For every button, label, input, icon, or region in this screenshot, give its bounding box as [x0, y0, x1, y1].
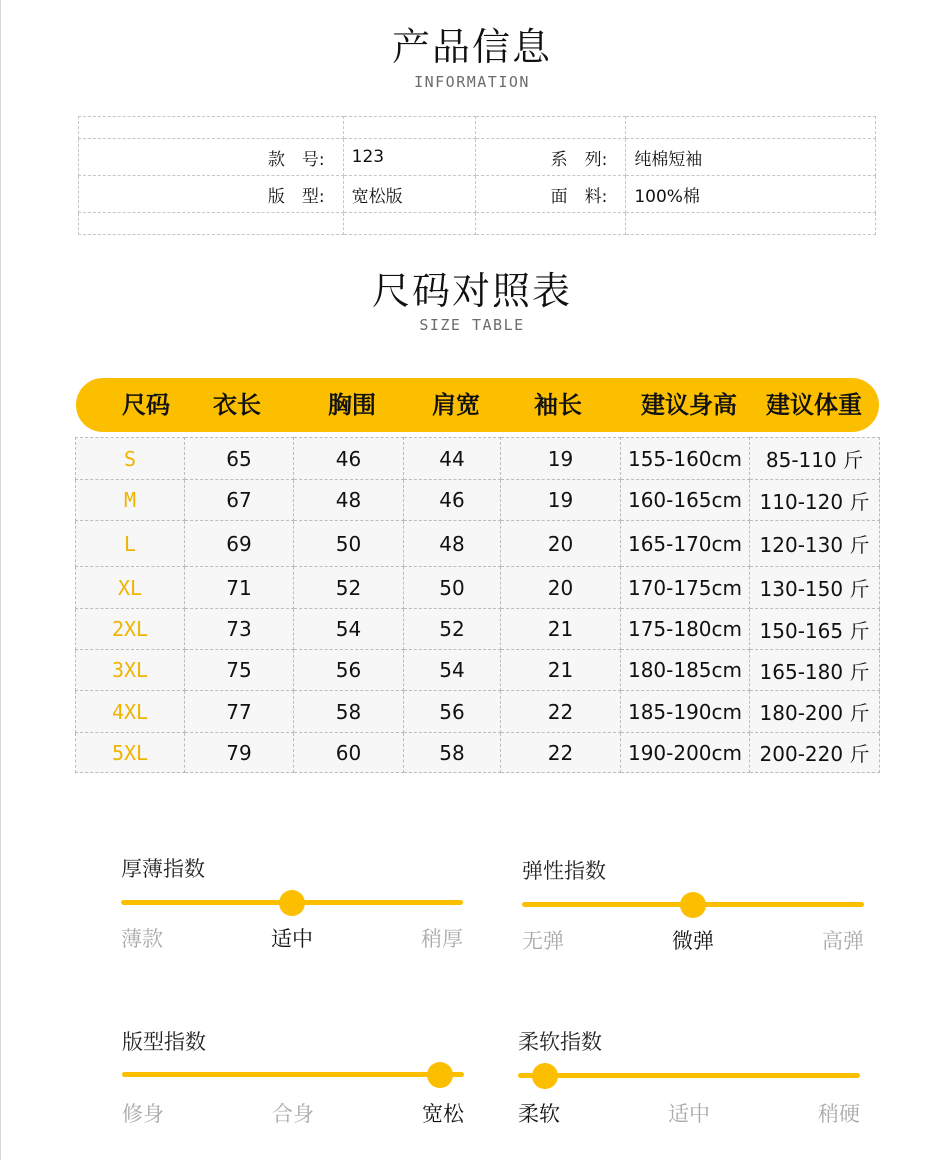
index-slider-knob [279, 890, 305, 916]
fit-index [122, 1026, 464, 1136]
info-label: 系 列: [476, 139, 626, 176]
info-value: 100%棉 [626, 176, 876, 213]
size-value-cell: 50 [404, 567, 501, 609]
size-value-cell: 71 [185, 567, 294, 609]
size-value-cell: 67 [185, 480, 294, 521]
size-value-cell: 200-220 斤 [750, 733, 880, 773]
size-value-cell: 120-130 斤 [750, 521, 880, 567]
size-value-cell: 110-120 斤 [750, 480, 880, 521]
size-label-cell: 3XL [76, 650, 185, 691]
size-value-cell: 130-150 斤 [750, 567, 880, 609]
size-row [76, 567, 880, 609]
index-option-label: 修身 [122, 1102, 164, 1126]
info-value: 宽松版 [343, 176, 476, 213]
size-header-cell: 建议体重 [766, 391, 862, 419]
softness-index [518, 1026, 860, 1136]
size-value-cell: 79 [185, 733, 294, 773]
size-value-cell: 175-180cm [621, 609, 750, 650]
size-value-cell: 21 [501, 609, 621, 650]
size-value-cell: 150-165 斤 [750, 609, 880, 650]
info-spacer-row [79, 213, 876, 235]
size-value-cell: 73 [185, 609, 294, 650]
elasticity-index [522, 855, 864, 965]
size-value-cell: 19 [501, 438, 621, 480]
size-value-cell: 165-180 斤 [750, 650, 880, 691]
size-value-cell: 48 [404, 521, 501, 567]
size-value-cell: 22 [501, 733, 621, 773]
size-row [76, 480, 880, 521]
index-option-label: 宽松 [422, 1102, 464, 1126]
product-info-title: 产品信息 [391, 25, 552, 69]
size-value-cell: 65 [185, 438, 294, 480]
size-value-cell: 60 [294, 733, 404, 773]
size-value-cell: 19 [501, 480, 621, 521]
index-option-label: 微弹 [672, 929, 714, 953]
info-label: 版 型: [79, 176, 344, 213]
index-option-label: 适中 [271, 927, 313, 951]
size-value-cell: 22 [501, 691, 621, 733]
info-label: 面 料: [476, 176, 626, 213]
size-value-cell: 44 [404, 438, 501, 480]
size-table-subtitle: SIZE TABLE [419, 316, 525, 334]
size-row [76, 733, 880, 773]
size-table-header-bar [76, 378, 879, 432]
info-value: 纯棉短袖 [626, 139, 876, 176]
size-value-cell: 46 [404, 480, 501, 521]
size-label-cell: L [76, 521, 185, 567]
size-row [76, 438, 880, 480]
size-value-cell: 190-200cm [621, 733, 750, 773]
size-label-cell: 4XL [76, 691, 185, 733]
size-value-cell: 52 [404, 609, 501, 650]
thickness-index [121, 853, 463, 963]
size-table-title: 尺码对照表 [371, 269, 572, 313]
size-value-cell: 46 [294, 438, 404, 480]
size-value-cell: 180-185cm [621, 650, 750, 691]
index-slider-knob [427, 1062, 453, 1088]
size-row [76, 691, 880, 733]
index-option-label: 柔软 [518, 1102, 560, 1126]
size-header-cell: 胸围 [328, 391, 376, 419]
size-value-cell: 69 [185, 521, 294, 567]
size-value-cell: 50 [294, 521, 404, 567]
index-option-label: 合身 [272, 1102, 314, 1126]
size-value-cell: 20 [501, 567, 621, 609]
index-option-label: 稍硬 [818, 1102, 860, 1126]
info-row [79, 176, 876, 213]
size-value-cell: 56 [404, 691, 501, 733]
size-value-cell: 58 [404, 733, 501, 773]
size-value-cell: 58 [294, 691, 404, 733]
size-value-cell: 165-170cm [621, 521, 750, 567]
size-value-cell: 180-200 斤 [750, 691, 880, 733]
size-value-cell: 185-190cm [621, 691, 750, 733]
index-option-label: 高弹 [822, 929, 864, 953]
size-header-cell: 尺码 [122, 391, 170, 419]
index-title: 柔软指数 [518, 1030, 602, 1054]
index-slider-track [518, 1073, 860, 1078]
size-value-cell: 85-110 斤 [750, 438, 880, 480]
info-row [79, 139, 876, 176]
size-value-cell: 20 [501, 521, 621, 567]
product-info-subtitle: INFORMATION [414, 73, 530, 91]
size-header-cell: 建议身高 [641, 391, 737, 419]
size-row [76, 609, 880, 650]
size-header-cell: 袖长 [534, 391, 582, 419]
product-info-table [78, 116, 876, 235]
index-option-label: 无弹 [522, 929, 564, 953]
info-spacer-row [79, 117, 876, 139]
size-row [76, 521, 880, 567]
size-value-cell: 56 [294, 650, 404, 691]
size-row [76, 650, 880, 691]
index-title: 版型指数 [122, 1030, 206, 1054]
size-value-cell: 52 [294, 567, 404, 609]
size-value-cell: 21 [501, 650, 621, 691]
size-label-cell: 2XL [76, 609, 185, 650]
size-value-cell: 54 [404, 650, 501, 691]
left-border-line [0, 0, 1, 1160]
size-value-cell: 155-160cm [621, 438, 750, 480]
size-value-cell: 160-165cm [621, 480, 750, 521]
index-title: 厚薄指数 [121, 857, 205, 881]
index-slider-knob [680, 892, 706, 918]
info-value: 123 [343, 139, 476, 176]
size-table [75, 437, 880, 773]
size-value-cell: 54 [294, 609, 404, 650]
size-value-cell: 170-175cm [621, 567, 750, 609]
size-value-cell: 75 [185, 650, 294, 691]
index-slider-track [122, 1072, 464, 1077]
index-title: 弹性指数 [522, 859, 606, 883]
index-option-label: 薄款 [121, 927, 163, 951]
size-value-cell: 77 [185, 691, 294, 733]
size-label-cell: S [76, 438, 185, 480]
size-header-cell: 肩宽 [432, 391, 480, 419]
size-label-cell: M [76, 480, 185, 521]
size-label-cell: 5XL [76, 733, 185, 773]
index-option-label: 稍厚 [421, 927, 463, 951]
size-value-cell: 48 [294, 480, 404, 521]
index-slider-knob [532, 1063, 558, 1089]
info-label: 款 号: [79, 139, 344, 176]
index-option-label: 适中 [668, 1102, 710, 1126]
size-label-cell: XL [76, 567, 185, 609]
size-header-cell: 衣长 [213, 391, 261, 419]
